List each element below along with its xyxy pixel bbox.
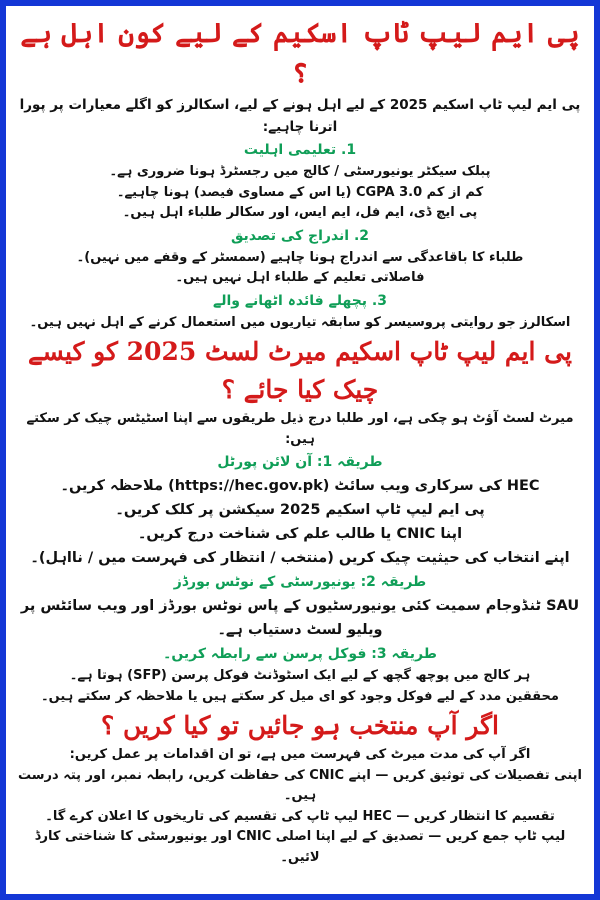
eligibility-item: طلباء کا باقاعدگی سے اندراج ہونا چاہیے (سمسٹر کے وقفے میں نہیں)۔ xyxy=(76,249,524,265)
academic-eligibility-heading: 1. تعلیمی اہلیت xyxy=(243,142,357,158)
eligibility-item: کم از کم CGPA 3.0 (یا اس کے مساوی فیصد) ہونا چاہیے۔ xyxy=(116,184,484,200)
method-step: محققین مدد کے لیے فوکل وجود کو ای میل کر سکتے ہیں یا ملاحظہ کر سکتے ہیں۔ xyxy=(41,688,559,704)
method-step: اپنے انتخاب کی حیثیت چیک کریں (منتخب / انتظار کی فہرست میں / نااہل)۔ xyxy=(30,550,570,566)
method-step: اپنا CNIC یا طالب علم کی شناخت درج کریں۔ xyxy=(137,526,463,542)
enrollment-verification-heading: 2. اندراج کی تصدیق xyxy=(230,227,370,244)
method-3-heading: طریقہ 3: فوکل پرسن سے رابطہ کریں۔ xyxy=(163,646,437,662)
method-2-heading: طریقہ 2: یونیورسٹی کے نوٹس بورڈز xyxy=(173,574,427,590)
eligibility-item: پی ایچ ڈی، ایم فل، ایم ایس، اور سکالر طلباء اہل ہیں۔ xyxy=(122,205,478,220)
method-1-heading: طریقہ 1: آن لائن پورٹل xyxy=(217,454,383,470)
eligibility-item: فاصلاتی تعلیم کے طلباء اہل نہیں ہیں۔ xyxy=(175,270,425,285)
method-step: پی ایم لیپ ٹاپ اسکیم 2025 سیکشن پر کلک کریں۔ xyxy=(115,502,485,518)
method-step: ہر کالج میں پوچھ گچھ کے لیے ایک اسٹوڈنٹ فوکل پرسن (SFP) ہوتا ہے۔ xyxy=(69,668,531,683)
article-content xyxy=(6,6,594,868)
selected-step: لیپ ٹاپ جمع کریں — تصدیق کے لیے اپنا اصلی CNIC اور یونیورسٹی کا شناختی کارڈ لائیں۔ xyxy=(34,829,566,865)
merit-list-title: پی ایم لیپ ٹاپ اسکیم میرٹ لسٹ 2025 کو کیسے چیک کیا جائے ؟ xyxy=(28,337,572,404)
eligibility-title: پی ایم لیپ ٹاپ اسکیم کے لیے کون اہل ہے ؟ xyxy=(20,18,580,89)
method-step: HEC کی سرکاری ویب سائٹ (https://hec.gov.pk) ملاحظہ کریں۔ xyxy=(60,478,540,494)
eligibility-intro: پی ایم لیپ ٹاپ اسکیم 2025 کے لیے اہل ہونے کے لیے، اسکالرز کو اگلے معیارات پر پورا اترنا چاہیے: xyxy=(19,97,581,135)
selected-step: تقسیم کا انتظار کریں — HEC لیپ ٹاپ کی تقسیم کی تاریخوں کا اعلان کرے گا۔ xyxy=(45,808,555,824)
method-step: SAU ٹنڈوجام سمیت کئی یونیورسٹیوں کے پاس نوٹس بورڈز اور ویب سائٹس پر ویلیو لسٹ دستیاب ہے۔ xyxy=(20,598,580,638)
eligibility-item: پبلک سیکٹر یونیورسٹی / کالج میں رجسٹرڈ ہونا ضروری ہے۔ xyxy=(109,164,491,179)
selected-step: اپنی تفصیلات کی توثیق کریں — اپنے CNIC کی حفاظت کریں، رابطہ نمبر، اور پتہ درست ہیں۔ xyxy=(18,767,582,803)
merit-list-intro: میرٹ لسٹ آؤٹ ہو چکی ہے، اور طلبا درج ذیل طریقوں سے اپنا اسٹیٹس چیک کر سکتے ہیں: xyxy=(26,411,574,447)
selected-step: اگر آپ کی مدت میرٹ کی فہرست میں ہے، تو ان اقدامات پر عمل کریں: xyxy=(69,747,531,762)
previous-beneficiaries-heading: 3. پچھلے فائدہ اٹھانے والے xyxy=(212,292,388,309)
eligibility-item: اسکالرز جو روایتی پروسیسر کو سابقہ تیاریوں میں استعمال کرنے کے اہل نہیں ہیں۔ xyxy=(29,314,571,330)
if-selected-title: اگر آپ منتخب ہو جائیں تو کیا کریں ؟ xyxy=(101,711,499,740)
